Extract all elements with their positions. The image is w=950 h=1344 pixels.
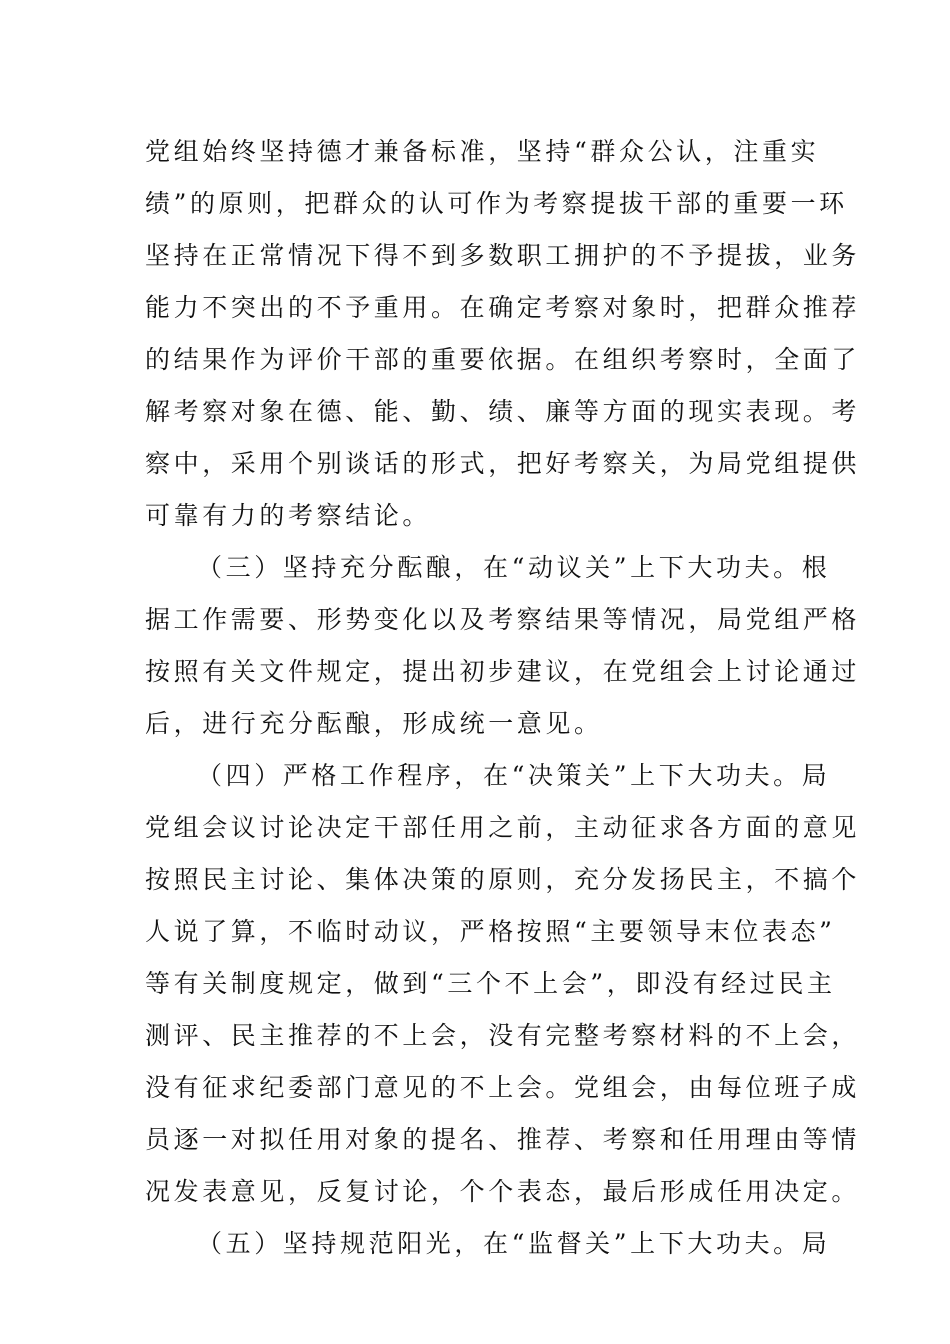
- text-line: 据工作需要、形势变化以及考察结果等情况，局党组严格: [145, 605, 861, 634]
- text-line: 没有征求纪委部门意见的不上会。党组会，由每位班子成: [145, 1073, 861, 1102]
- text-line: 党组始终坚持德才兼备标准，坚持“群众公认，注重实: [145, 137, 820, 166]
- section-heading-line: （三）坚持充分酝酿，在“动议关”上下大功夫。根: [197, 553, 831, 582]
- text-line: 等有关制度规定，做到“三个不上会”，即没有经过民主: [145, 969, 836, 998]
- text-line: 按照民主讨论、集体决策的原则，充分发扬民主，不搞个: [145, 865, 861, 894]
- text-line: 能力不突出的不予重用。在确定考察对象时，把群众推荐: [145, 293, 861, 322]
- section-heading-line: （四）严格工作程序，在“决策关”上下大功夫。局: [197, 761, 831, 790]
- text-line: 后，进行充分酝酿，形成统一意见。: [145, 709, 603, 738]
- text-line: 察中，采用个别谈话的形式，把好考察关，为局党组提供: [145, 449, 861, 478]
- text-line: 况发表意见，反复讨论，个个表态，最后形成任用决定。: [145, 1177, 861, 1206]
- text-line: 解考察对象在德、能、勤、绩、廉等方面的现实表现。考: [145, 397, 861, 426]
- text-line: 按照有关文件规定，提出初步建议，在党组会上讨论通过: [145, 657, 861, 686]
- text-line: 的结果作为评价干部的重要依据。在组织考察时，全面了: [145, 345, 861, 374]
- text-line: 测评、民主推荐的不上会，没有完整考察材料的不上会，: [145, 1021, 861, 1050]
- text-line: 可靠有力的考察结论。: [145, 501, 432, 530]
- body-text: [145, 126, 861, 1270]
- text-line: 人说了算，不临时动议，严格按照“主要领导末位表态”: [145, 917, 836, 946]
- text-line: 员逐一对拟任用对象的提名、推荐、考察和任用理由等情: [145, 1125, 861, 1154]
- section-heading-line: （五）坚持规范阳光，在“监督关”上下大功夫。局: [197, 1229, 831, 1258]
- text-line: 坚持在正常情况下得不到多数职工拥护的不予提拔，业务: [145, 241, 861, 270]
- text-line: 绩”的原则，把群众的认可作为考察提拔干部的重要一环: [145, 189, 848, 218]
- text-line: 党组会议讨论决定干部任用之前，主动征求各方面的意见: [145, 813, 861, 842]
